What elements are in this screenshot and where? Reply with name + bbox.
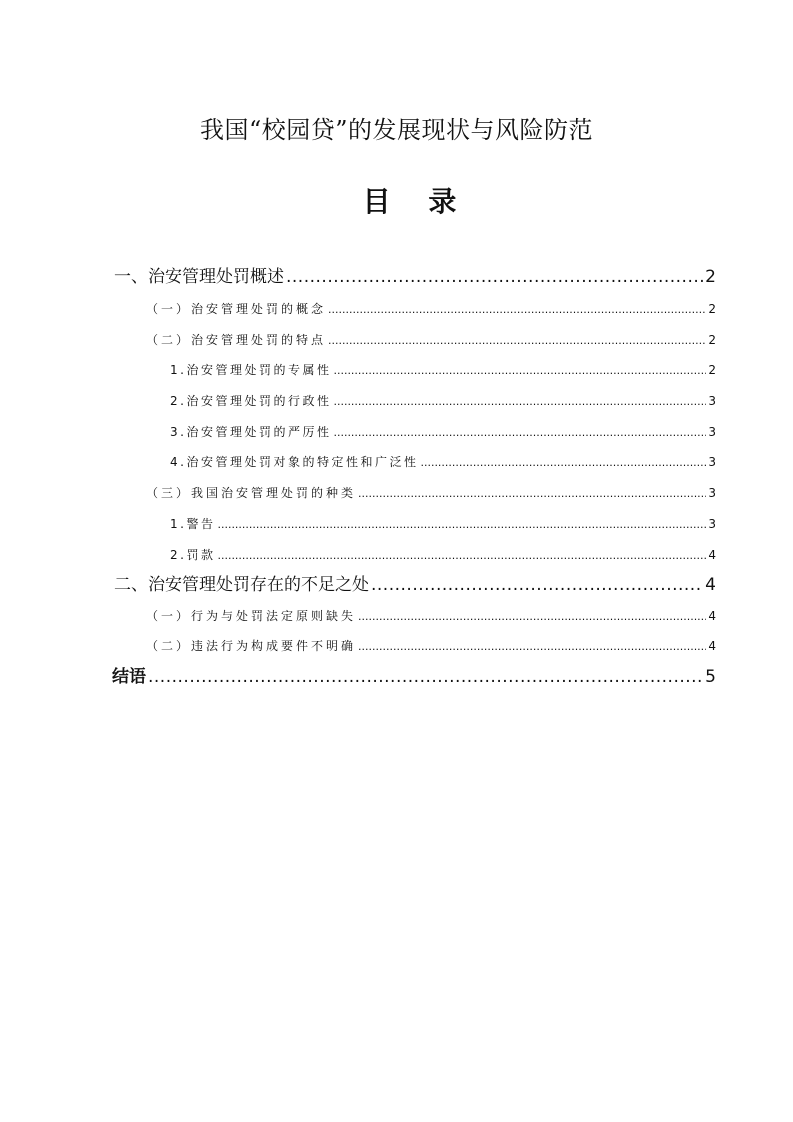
toc-page-number: 3 [708, 455, 716, 469]
toc-page-number: 4 [708, 548, 716, 562]
toc-leader-dots [371, 572, 703, 598]
toc-page-number: 2 [705, 267, 716, 287]
toc-entry[interactable] [170, 452, 716, 472]
toc-page-number: 3 [708, 425, 716, 439]
toc-page-number: 2 [708, 333, 716, 347]
toc-heading: 目 录 [362, 185, 471, 218]
toc-page-number: 2 [708, 302, 716, 316]
toc-entry[interactable] [146, 330, 716, 350]
toc-entry-label: （三）我国治安管理处罚的种类 [146, 486, 357, 500]
toc-page-number: 4 [708, 639, 716, 653]
toc-leader-dots [286, 264, 703, 290]
toc-entry[interactable] [146, 636, 716, 656]
toc-leader-dots [333, 361, 706, 380]
toc-entry[interactable] [146, 299, 716, 319]
toc-entry-label: 结语 [112, 667, 146, 687]
toc-page-number: 5 [705, 667, 716, 687]
toc-entry-label: 4.治安管理处罚对象的特定性和广泛性 [170, 455, 419, 469]
toc-leader-dots [333, 392, 706, 411]
toc-entry-label: （一）行为与处罚法定原则缺失 [146, 609, 357, 623]
toc-entry[interactable] [170, 422, 716, 442]
toc-entry[interactable] [146, 606, 716, 626]
toc-page-number: 3 [708, 394, 716, 408]
toc-entry[interactable] [170, 545, 716, 565]
toc-page-number: 4 [708, 609, 716, 623]
toc-entry-label: 一、治安管理处罚概述 [114, 267, 284, 287]
toc-entry[interactable] [146, 483, 716, 503]
toc-entry[interactable] [114, 264, 716, 290]
toc-entry-label: 1.警告 [170, 517, 216, 531]
toc-page-number: 4 [705, 575, 716, 595]
toc-entry-label: 2.治安管理处罚的行政性 [170, 394, 332, 408]
toc-page-number: 3 [708, 486, 716, 500]
toc-page-number: 3 [708, 517, 716, 531]
toc-entry[interactable] [114, 572, 716, 598]
toc-page-number: 2 [708, 363, 716, 377]
toc-entry-label: （二）治安管理处罚的特点 [146, 333, 327, 347]
toc-entry-label: （二）违法行为构成要件不明确 [146, 639, 357, 653]
toc-leader-dots [358, 637, 706, 656]
toc-leader-dots [420, 453, 706, 472]
toc-leader-dots [217, 515, 706, 534]
toc-leader-dots [217, 546, 706, 565]
toc-entry[interactable] [112, 664, 716, 690]
toc-leader-dots [358, 484, 706, 503]
toc-entry[interactable] [170, 391, 716, 411]
toc-leader-dots [333, 423, 706, 442]
document-title: 我国“校园贷”的发展现状与风险防范 [199, 116, 594, 144]
toc-entry-label: 1.治安管理处罚的专属性 [170, 363, 332, 377]
toc-entry[interactable] [170, 360, 716, 380]
toc-entry-label: （一）治安管理处罚的概念 [146, 302, 327, 316]
toc-entry-label: 3.治安管理处罚的严厉性 [170, 425, 332, 439]
toc-leader-dots [328, 300, 706, 319]
toc-entry-label: 2.罚款 [170, 548, 216, 562]
toc-leader-dots [358, 607, 706, 626]
toc-leader-dots [328, 331, 706, 350]
toc-entry-label: 二、治安管理处罚存在的不足之处 [114, 575, 369, 595]
toc-leader-dots [148, 664, 703, 690]
toc-entry[interactable] [170, 514, 716, 534]
